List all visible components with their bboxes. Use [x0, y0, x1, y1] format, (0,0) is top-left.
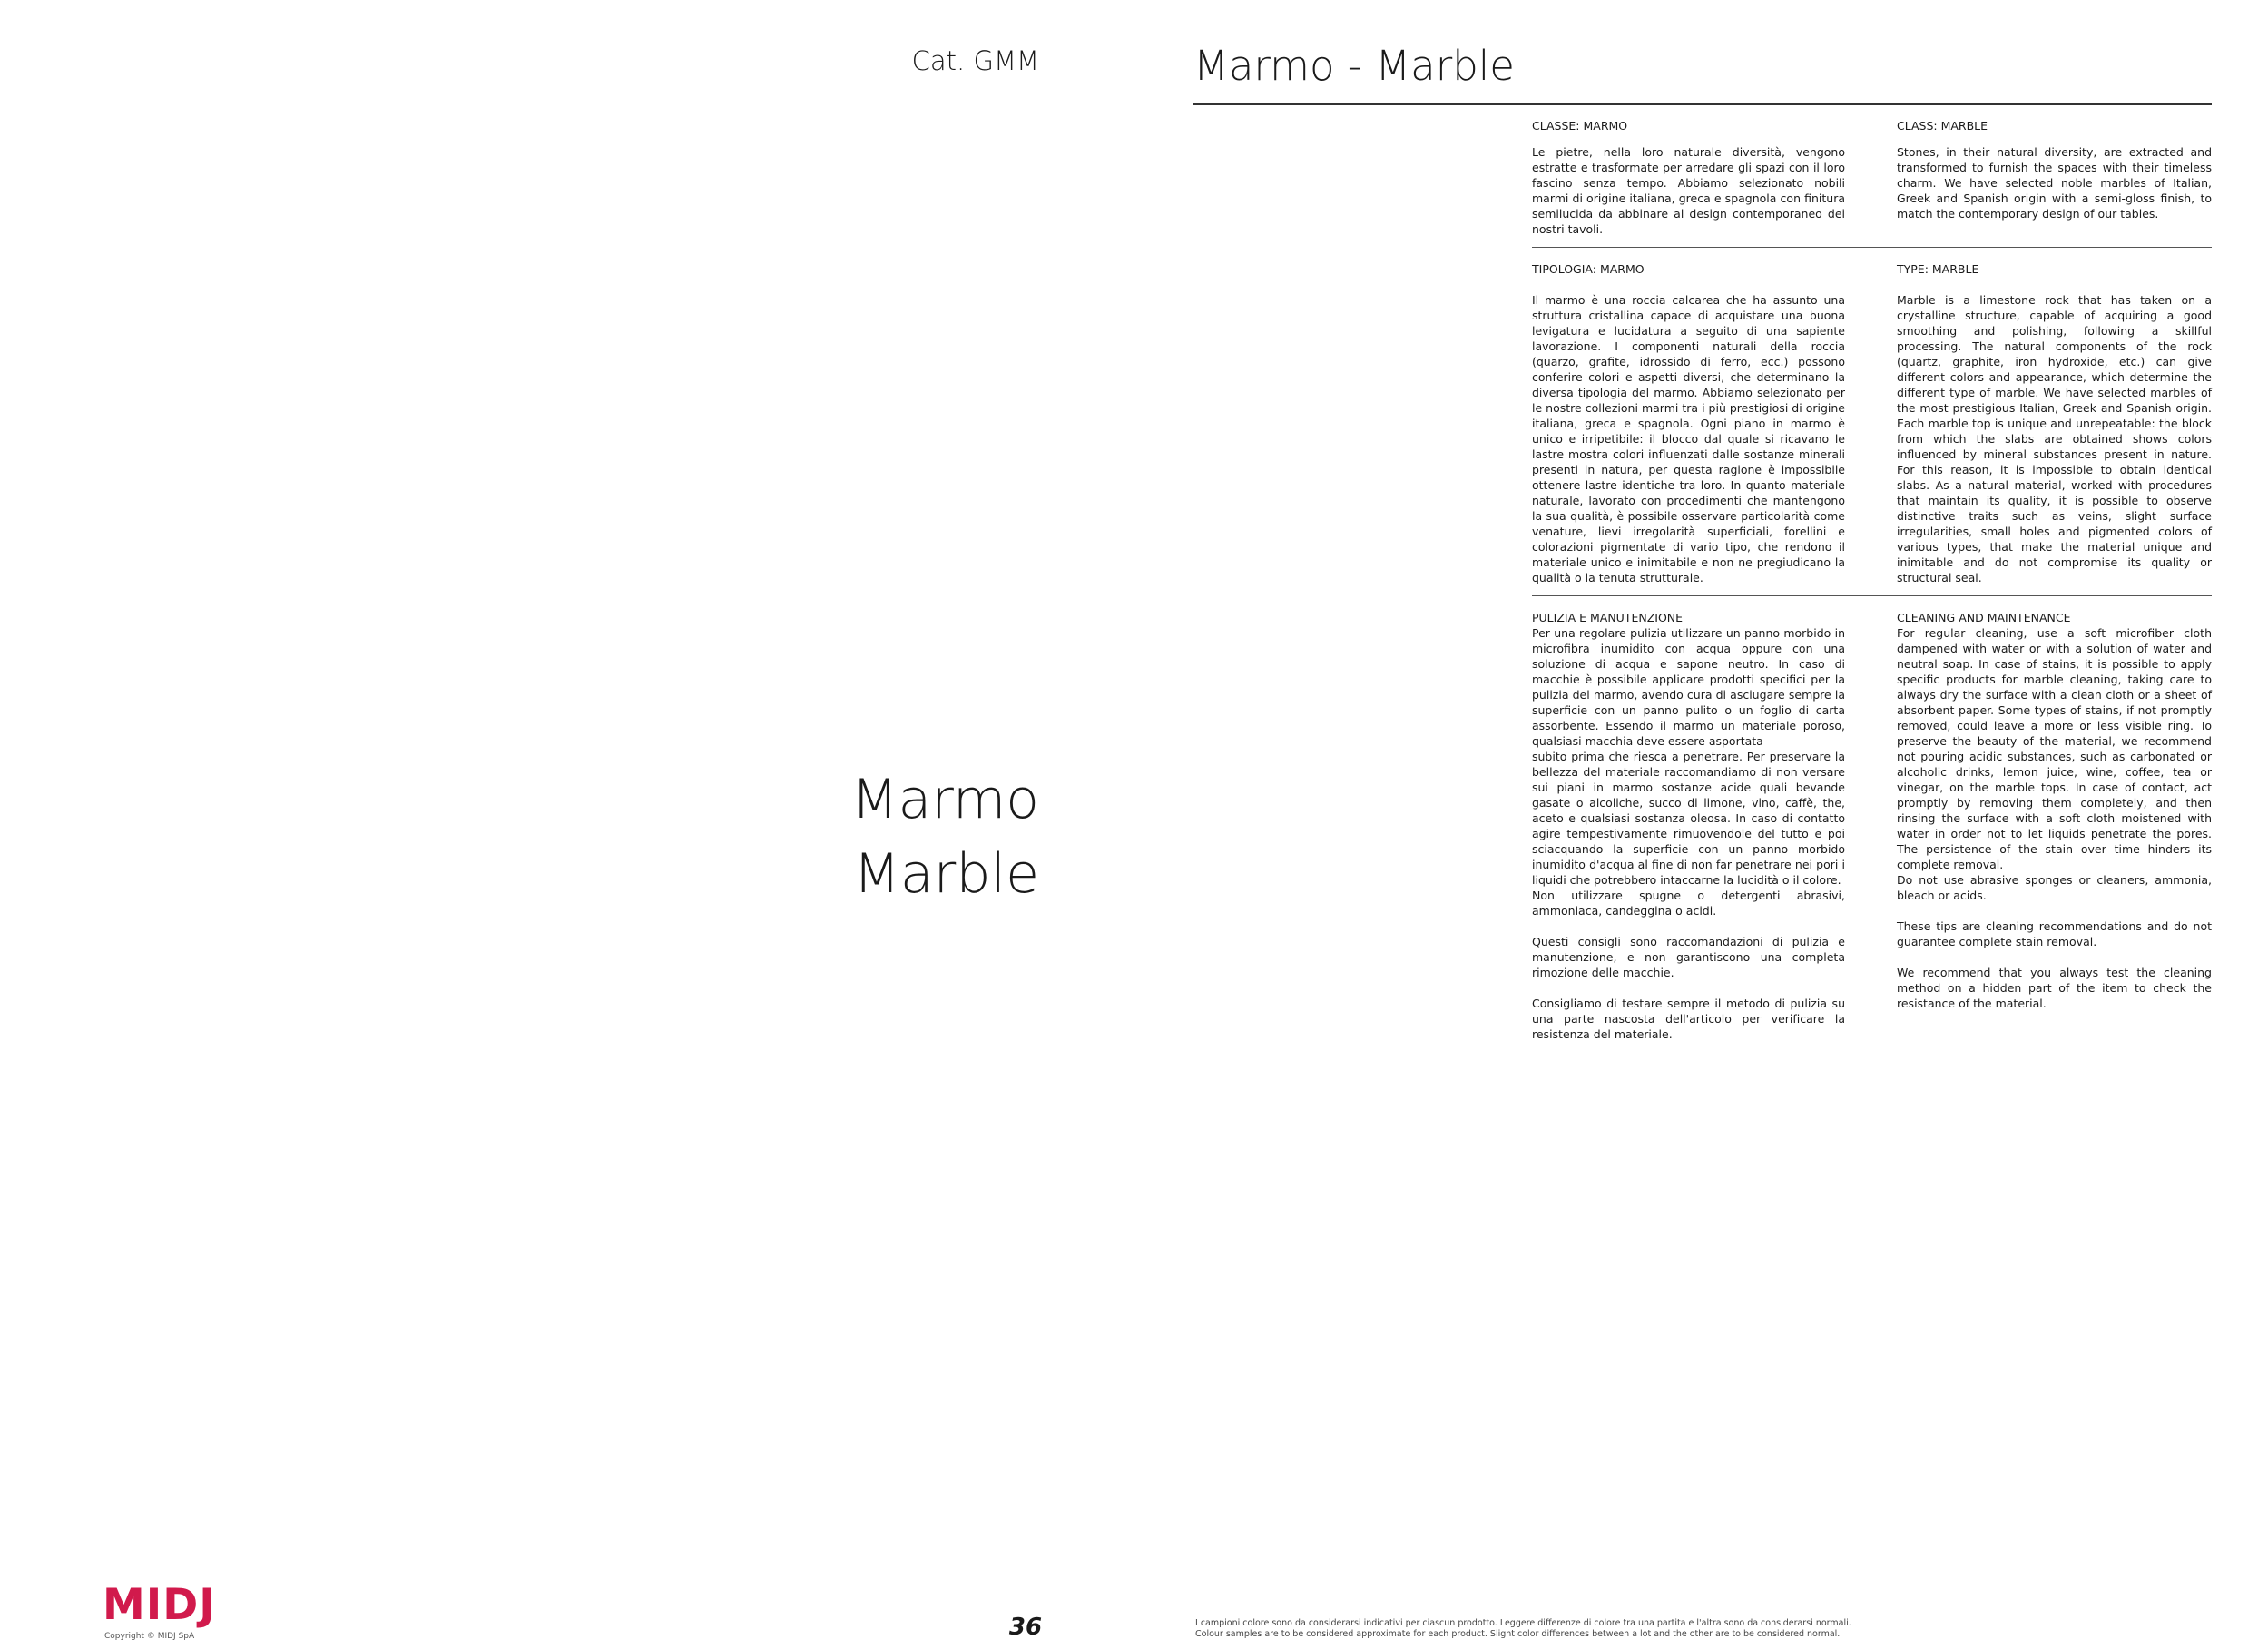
- section-text: Per una regolare pulizia utilizzare un panno morbido in microfibra inumidito con acqua oppure con una soluzione di acqua e sapone neutro. In caso di macchie è possibile applicare prodotti specifici per la pulizia del marmo, avendo cura di asciugare sempre la superficie con un panno pulito o un foglio di carta assorbente. Essendo il marmo un materiale poroso, qualsiasi macchia deve essere asportata subito prima che riesca a penetrare. Per preservare la bellezza del materiale raccomandiamo di non versare sui piani in marmo sostanze acide quali bevande gasate o alcoliche, succo di limone, vino, caffè, the, aceto e qualsiasi sostanza oleosa. In caso di contatto agire tempestivamente rimuovendole del tutto e poi sciacquando la superficie con un panno morbido inumidito d'acqua al fine di non far penetrare nei pori i liquidi che potrebbero intaccarne la lucidità o il colore. Non utilizzare spugne o detergenti abrasivi, ammoniaca, candeggina o acidi. Questi consigli sono raccomandazioni di pulizia e manutenzione, e non garantiscono una completa rimozione delle macchie. Consigliamo di testare sempre il metodo di pulizia su una parte nascosta dell'articolo per verificare la resistenza del materiale.: [1532, 626, 1845, 1041]
- section-divider: [1532, 247, 2212, 248]
- section-cleaning-it: [1532, 610, 1845, 1042]
- title-divider: [1193, 103, 2212, 105]
- color-disclaimer-it: I campioni colore sono da considerarsi indicativi per ciascun prodotto. Leggere differenze di colore tra una partita e l'altra sono da considerarsi normali.: [1195, 1618, 1851, 1628]
- section-type-it: [1532, 261, 1845, 585]
- section-text: Marble is a limestone rock that has taken on a crystalline structure, capable of acquiring a good smoothing and polishing, following a skillful processing. The natural components of the rock (quartz, graphite, iron hydroxide, etc.) can give different colors and appearance, which determine the different type of marble. We have selected marbles of the most prestigious Italian, Greek and Spanish origin. Each marble top is unique and unrepeatable: the block from which the slabs are obtained shows colors influenced by mineral substances present in nature. For this reason, it is impossible to obtain identical slabs. As a natural material, worked with procedures that maintain its quality, it is possible to observe distinctive traits such as veins, slight surface irregularities, small holes and pigmented colors of various types, that make the material unique and inimitable and do not compromise its quality or structural seal.: [1897, 293, 2212, 584]
- section-heading: TIPOLOGIA: MARMO: [1532, 262, 1645, 276]
- section-text: For regular cleaning, use a soft microfiber cloth dampened with water or with a solution of water and neutral soap. In case of stains, it is possible to apply specific products for marble cleaning, taking care to always dry the surface with a clean cloth or a sheet of absorbent paper. Some types of stains, if not promptly removed, could leave a more or less visible ring. To preserve the beauty of the material, we recommend not pouring acidic substances, such as carbonated or alcoholic drinks, lemon juice, wine, coffee, tea or vinegar, on the marble tops. In case of contact, act promptly by removing them completely, and then rinsing the surface with a soft cloth moistened with water in order not to let liquids penetrate the pores. The persistence of the stain over time hinders its complete removal. Do not use abrasive sponges or cleaners, ammonia, bleach or acids. These tips are cleaning recommendations and do not guarantee complete stain removal. We recommend that you always test the cleaning method on a hidden part of the item to check the resistance of the material.: [1897, 626, 2212, 1010]
- section-text: Stones, in their natural diversity, are extracted and transformed to furnish the spaces with their timeless charm. We have selected noble marbles of Italian, Greek and Spanish origin with a semi-gloss finish, to match the contemporary design of our tables.: [1897, 145, 2212, 221]
- section-heading: CLEANING AND MAINTENANCE: [1897, 611, 2071, 624]
- section-cleaning-en: [1897, 610, 2212, 1011]
- section-class-en: [1897, 118, 2212, 221]
- color-disclaimer: [1195, 1618, 1851, 1640]
- section-text: Le pietre, nella loro naturale diversità, vengono estratte e trasformate per arredare gli spazi con il loro fascino senza tempo. Abbiamo selezionato nobili marmi di origine italiana, greca e spagnola con finitura semilucida da abbinare al design contemporaneo dei nostri tavoli.: [1532, 145, 1845, 236]
- section-heading: PULIZIA E MANUTENZIONE: [1532, 611, 1684, 624]
- section-title: [817, 762, 1039, 911]
- section-heading: CLASS: MARBLE: [1897, 119, 1988, 133]
- section-title-line1: Marmo: [850, 768, 1039, 831]
- midj-logo: MIDJ: [103, 1580, 216, 1630]
- section-text: Il marmo è una roccia calcarea che ha assunto una struttura cristallina capace di acquistare una buona levigatura e lucidatura a seguito di una sapiente lavorazione. I componenti naturali della roccia (quarzo, grafite, idrossido di ferro, ecc.) possono conferire colori e aspetti diversi, che determinano la diversa tipologia del marmo. Abbiamo selezionato per le nostre collezioni marmi tra i più prestigiosi di origine italiana, greca e spagnola. Ogni piano in marmo è unico e irripetibile: il blocco dal quale si ricavano le lastre mostra colori influenzati dalle sostanze minerali presenti in natura, per questa ragione è impossibile ottenere lastre identiche tra loro. In quanto materiale naturale, lavorato con procedimenti che mantengono la sua qualità, è possibile osservare particolarità come venature, lievi irregolarità superficiali, forellini e colorazioni pigmentate di vario tipo, che rendono il materiale unico e inimitabile e non ne pregiudicano la qualità o la tenuta strutturale.: [1532, 293, 1845, 584]
- section-heading: CLASSE: MARMO: [1532, 119, 1628, 133]
- copyright-text: Copyright © MIDJ SpA: [104, 1632, 195, 1641]
- color-disclaimer-en: Colour samples are to be considered approximate for each product. Slight color differences between a lot and the other are to be considered normal.: [1195, 1629, 1841, 1639]
- page-number: 36: [1008, 1614, 1043, 1641]
- page-title: Marmo - Marble: [1193, 42, 1515, 90]
- section-divider: [1532, 595, 2212, 596]
- section-title-line2: Marble: [853, 842, 1039, 906]
- section-class-it: [1532, 118, 1845, 237]
- section-heading: TYPE: MARBLE: [1897, 262, 1979, 276]
- section-type-en: [1897, 261, 2212, 585]
- category-label: Cat. GMM: [911, 45, 1039, 76]
